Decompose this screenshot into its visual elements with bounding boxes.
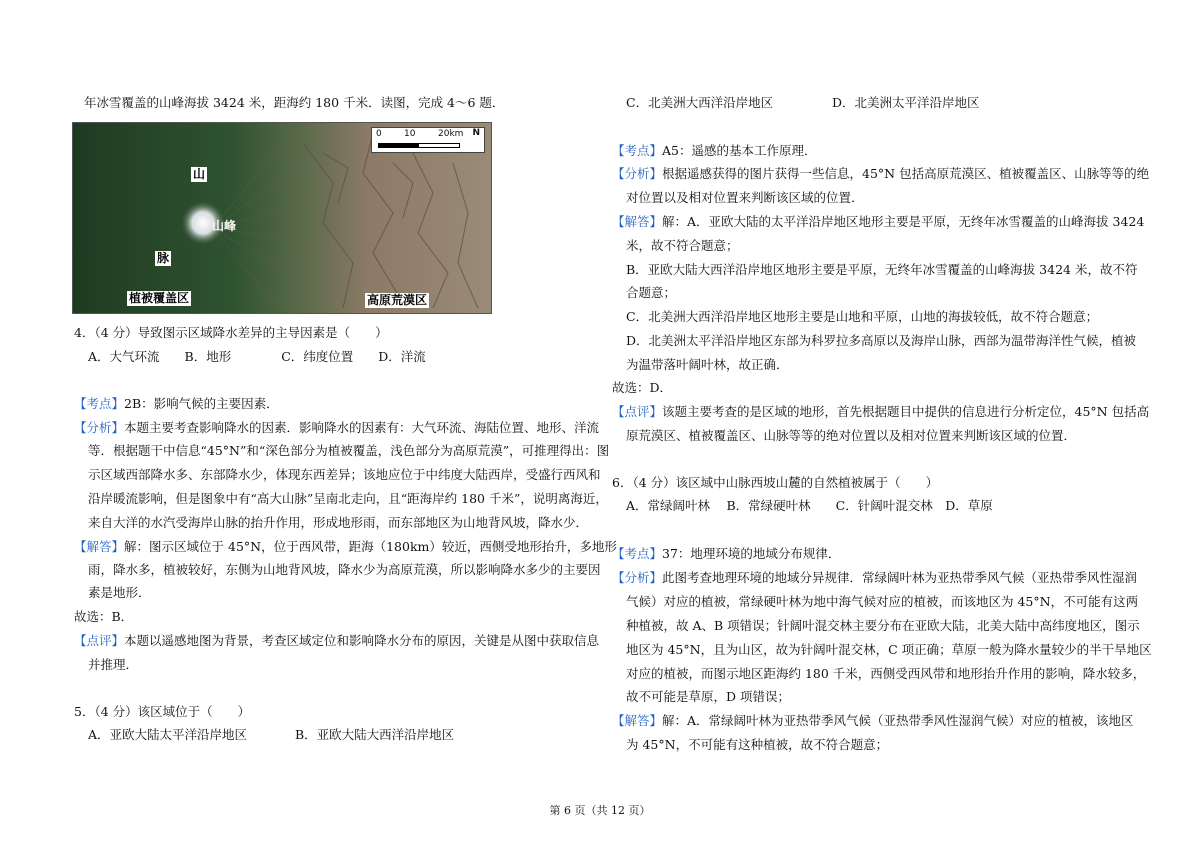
tag-dianping: 【点评】 [74, 633, 125, 648]
q4-dianping: 【点评】本题以遥感地图为背景，考查区域定位和影响降水分布的原因，关键是从图中获取信息 [74, 633, 600, 648]
tag-jieda: 【解答】 [74, 539, 125, 554]
q4-fenxi: 【分析】本题主要考查影响降水的因素．影响降水的因素有：大气环流、海陆位置、地形、洋流 [74, 420, 600, 435]
q5-jieda: 【解答】解：A．亚欧大陆的太平洋沿岸地区地形主要是平原，无终年冰雪覆盖的山峰海拔 3424 [612, 214, 1145, 229]
q5-dianping: 【点评】该题主要考查的是区域的地形，首先根据题目中提供的信息进行分析定位，45°N 包括高 [612, 404, 1150, 419]
tag-kaodian: 【考点】 [612, 143, 663, 158]
q6-options: A．常绿阔叶林 B．常绿硬叶林 C．针阔叶混交林 D．草原 [626, 498, 993, 513]
q6-fenxi-line: 地区为 45°N，且为山区，故为针阔叶混交林，C 项正确；草原一般为降水量较少的半干旱地区 [626, 642, 1152, 657]
tag-fenxi: 【分析】 [612, 570, 663, 585]
q4-fenxi-line: 等．根据题干中信息“45°N”和“深色部分为植被覆盖，浅色部分为高原荒漠”，可推理得出：图 [88, 443, 610, 458]
map-label-desert: 高原荒漠区 [367, 293, 428, 307]
q5-jieda-line: D．北美洲太平洋沿岸地区东部为科罗拉多高原以及海岸山脉，西部为温带海洋性气候，植被 [626, 333, 1137, 348]
q6-fenxi-line: 气候）对应的植被，常绿硬叶林为地中海气候对应的植被，而该地区为 45°N，不可能有这两 [626, 594, 1139, 609]
page-footer: 第 6 页（共 12 页） [549, 804, 651, 817]
q5-option-c: C．北美洲大西洋沿岸地区 [626, 95, 774, 110]
q6-jieda: 【解答】解：A．常绿阔叶林为亚热带季风气候（亚热带季风性湿润气候）对应的植被，该地区 [612, 713, 1134, 728]
tag-fenxi: 【分析】 [74, 420, 125, 435]
q4-stem: 4．（4 分）导致图示区域降水差异的主导因素是（ ） [74, 325, 388, 340]
q4-options: A．大气环流 B．地形 C．纬度位置 D．洋流 [88, 349, 426, 364]
q6-jieda-line: 为 45°N，不可能有这种植被，故不符合题意； [626, 737, 889, 752]
tag-kaodian: 【考点】 [612, 546, 663, 561]
q4-answer: 故选：B． [74, 609, 134, 624]
map-label-peak: 山峰 [212, 219, 237, 233]
q6-kaodian: 【考点】37：地理环境的地域分布规律． [612, 546, 841, 561]
tag-fenxi: 【分析】 [612, 166, 663, 181]
tag-kaodian: 【考点】 [74, 396, 125, 411]
q5-jieda-line: B．亚欧大陆大西洋沿岸地区地形主要是平原，无终年冰雪覆盖的山峰海拔 3424 米，故不符 [626, 262, 1138, 277]
scale-twenty: 20km [438, 129, 464, 139]
q4-dianping-line: 并推理． [88, 657, 139, 672]
q6-fenxi-line: 故不可能是草原，D 项错误； [626, 689, 790, 704]
scale-line [378, 143, 460, 148]
q5-fenxi-line: 对位置以及相对位置来判断该区域的位置． [626, 190, 864, 205]
q6-stem: 6．（4 分）该区域中山脉西坡山麓的自然植被属于（ ） [612, 475, 939, 490]
map-label-mai: 脉 [157, 251, 170, 265]
q6-fenxi-line: 种植被，故 A、B 项错误；针阔叶混交林主要分布在亚欧大陆，北美大陆中高纬度地区，图示 [626, 618, 1140, 633]
q5-stem: 5．（4 分）该区域位于（ ） [74, 704, 251, 719]
tag-jieda: 【解答】 [612, 214, 663, 229]
intro-text: 年冰雪覆盖的山峰海拔 3424 米，距海约 180 千米．读图，完成 4～6 题． [84, 95, 505, 110]
tag-dianping: 【点评】 [612, 404, 663, 419]
map-label-shan: 山 [193, 167, 206, 181]
map-scale-bar [371, 127, 485, 153]
q4-kaodian: 【考点】2B：影响气候的主要因素． [74, 396, 279, 411]
map-label-vegetation: 植被覆盖区 [129, 291, 190, 305]
north-arrow-icon: N [472, 128, 480, 138]
q4-jieda-line: 雨，降水多，植被较好，东侧为山地背风坡，降水少为高原荒漠，所以影响降水多少的主要因 [88, 562, 601, 577]
scale-ten: 10 [404, 129, 416, 139]
q4-jieda: 【解答】解：图示区域位于 45°N，位于西风带，距海（180km）较近，西侧受地形抬升，多地形 [74, 539, 617, 554]
q5-fenxi: 【分析】根据遥感获得的图片获得一些信息，45°N 包括高原荒漠区、植被覆盖区、山脉等等的绝 [612, 166, 1150, 181]
tag-jieda: 【解答】 [612, 713, 663, 728]
q4-fenxi-line: 示区域西部降水多、东部降水少，体现东西差异；该地应位于中纬度大陆西岸，受盛行西风和 [88, 467, 601, 482]
q5-option-b: B．亚欧大陆大西洋沿岸地区 [295, 727, 455, 742]
q5-option-a: A．亚欧大陆太平洋沿岸地区 [88, 727, 248, 742]
scale-zero: 0 [376, 129, 382, 139]
q4-fenxi-line: 沿岸暖流影响，但是图象中有“高大山脉”呈南北走向，且“距海岸约 180 千米”，说明离海近， [88, 491, 608, 506]
q5-jieda-line: 米，故不符合题意； [626, 238, 739, 253]
q6-fenxi-line: 对应的植被，而图示地区距海约 180 千米，西侧受西风带和地形抬升作用的影响，降水较多， [626, 666, 1146, 681]
q5-jieda-line: C．北美洲大西洋沿岸地区地形主要是山地和平原，山地的海拔较低，故不符合题意； [626, 309, 1099, 324]
q5-answer: 故选：D． [612, 380, 673, 395]
remote-sensing-map [72, 122, 492, 314]
q5-jieda-line: 为温带落叶阔叶林，故正确． [626, 357, 789, 372]
q5-kaodian: 【考点】A5：遥感的基本工作原理． [612, 143, 817, 158]
q4-fenxi-line: 来自大洋的水汽受海岸山脉的抬升作用，形成地形雨，而东部地区为山地背风坡，降水少． [88, 515, 589, 530]
q4-jieda-line: 素是地形． [88, 585, 151, 600]
q5-dianping-line: 原荒漠区、植被覆盖区、山脉等等的绝对位置以及相对位置来判断该区域的位置． [626, 428, 1077, 443]
q5-option-d: D．北美洲太平洋沿岸地区 [832, 95, 980, 110]
q6-fenxi: 【分析】此图考查地理环境的地域分异规律．常绿阔叶林为亚热带季风气候（亚热带季风性湿润 [612, 570, 1138, 585]
q5-jieda-line: 合题意； [626, 285, 677, 300]
